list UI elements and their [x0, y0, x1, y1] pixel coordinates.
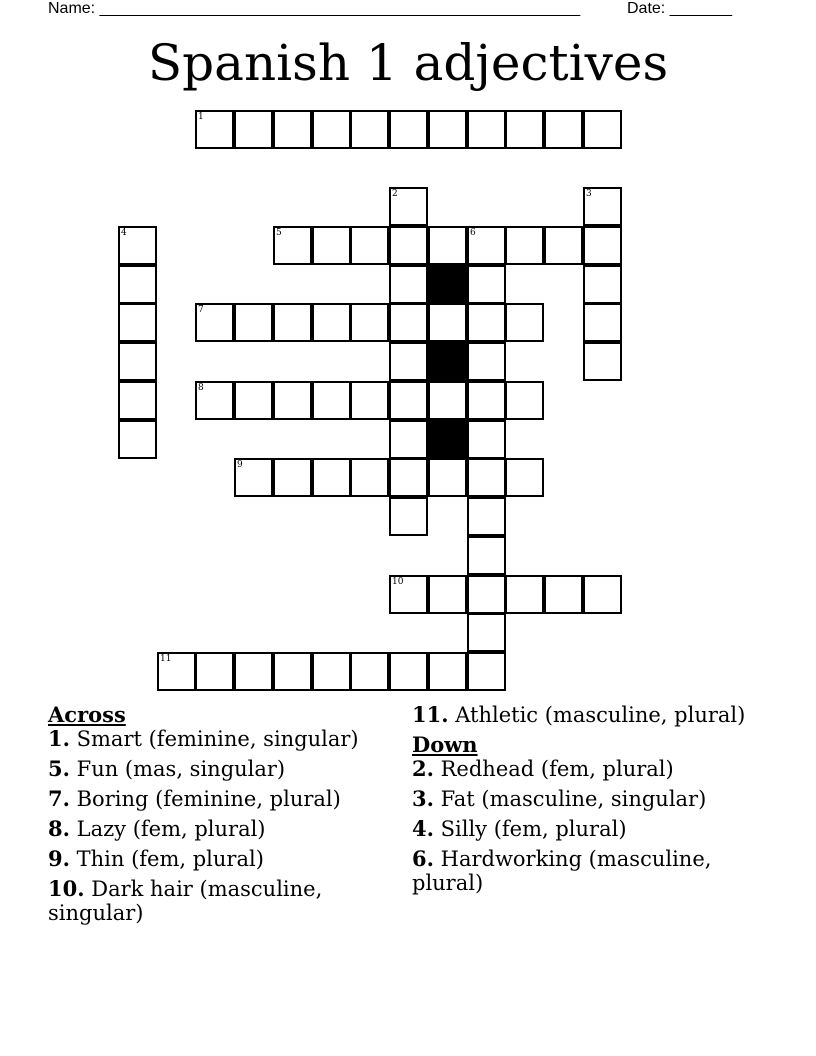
crossword-cell[interactable]	[312, 381, 351, 420]
down-clue	[412, 787, 762, 811]
crossword-cell[interactable]	[389, 187, 428, 226]
clue-text: Thin (fem, plural)	[76, 847, 264, 871]
crossword-cell[interactable]	[234, 381, 273, 420]
clue-text: Dark hair (masculine, singular)	[48, 877, 323, 925]
crossword-cell[interactable]	[389, 652, 428, 691]
clue-number: 3.	[412, 786, 434, 811]
crossword-cell[interactable]	[350, 303, 389, 342]
across-clue	[48, 727, 398, 751]
crossword-cell[interactable]	[118, 420, 157, 459]
crossword-cell[interactable]	[505, 110, 544, 149]
crossword-cell[interactable]	[234, 458, 273, 497]
crossword-cell[interactable]	[273, 110, 312, 149]
crossword-cell[interactable]	[118, 381, 157, 420]
clue-text: Lazy (fem, plural)	[76, 817, 266, 841]
across-clue	[48, 787, 398, 811]
across-clue	[48, 817, 398, 841]
across-heading: Across	[48, 702, 126, 727]
crossword-cell[interactable]	[234, 303, 273, 342]
crossword-cell[interactable]	[467, 458, 506, 497]
crossword-cell[interactable]	[583, 342, 622, 381]
crossword-cell[interactable]	[273, 303, 312, 342]
crossword-cell[interactable]	[118, 226, 157, 265]
clue-number: 2.	[412, 756, 434, 781]
crossword-cell[interactable]	[467, 265, 506, 304]
crossword-block	[428, 420, 467, 459]
crossword-cell[interactable]	[544, 110, 583, 149]
down-clue	[412, 817, 762, 841]
crossword-cell[interactable]	[312, 303, 351, 342]
name-field-label: Name: ______________________________________________________	[48, 0, 581, 17]
crossword-cell[interactable]	[312, 652, 351, 691]
crossword-cell[interactable]	[389, 458, 428, 497]
crossword-cell[interactable]	[195, 381, 234, 420]
crossword-cell[interactable]	[389, 497, 428, 536]
clue-number-label: 2	[392, 189, 398, 199]
across-clue	[48, 877, 398, 925]
crossword-block	[428, 265, 467, 304]
clue-number: 4.	[412, 816, 434, 841]
crossword-cell[interactable]	[118, 265, 157, 304]
crossword-cell[interactable]	[505, 575, 544, 614]
clue-number-label: 10	[392, 577, 404, 587]
crossword-cell[interactable]	[505, 226, 544, 265]
clue-number-label: 3	[586, 189, 592, 199]
crossword-cell[interactable]	[195, 652, 234, 691]
crossword-cell[interactable]	[195, 110, 234, 149]
crossword-cell[interactable]	[467, 226, 506, 265]
crossword-cell[interactable]	[467, 303, 506, 342]
clue-number: 1.	[48, 726, 70, 751]
clue-text: Fat (masculine, singular)	[440, 787, 707, 811]
crossword-cell[interactable]	[428, 458, 467, 497]
crossword-cell[interactable]	[350, 110, 389, 149]
crossword-cell[interactable]	[505, 458, 544, 497]
crossword-cell[interactable]	[467, 381, 506, 420]
clue-number-label: 9	[237, 460, 243, 470]
down-heading: Down	[412, 732, 478, 757]
crossword-cell[interactable]	[505, 303, 544, 342]
crossword-cell[interactable]	[312, 458, 351, 497]
crossword-cell[interactable]	[505, 381, 544, 420]
down-clue	[412, 757, 762, 781]
crossword-cell[interactable]	[350, 652, 389, 691]
crossword-cell[interactable]	[389, 226, 428, 265]
crossword-cell[interactable]	[583, 265, 622, 304]
clue-number: 8.	[48, 816, 70, 841]
clue-text: Redhead (fem, plural)	[440, 757, 674, 781]
clue-text: Silly (fem, plural)	[440, 817, 627, 841]
clue-number-label: 5	[276, 228, 282, 238]
crossword-cell[interactable]	[467, 652, 506, 691]
clue-number: 9.	[48, 846, 70, 871]
clue-number-label: 6	[470, 228, 476, 238]
crossword-cell[interactable]	[157, 652, 196, 691]
crossword-cell[interactable]	[583, 110, 622, 149]
crossword-cell[interactable]	[583, 575, 622, 614]
date-field-label: Date: _______	[627, 0, 732, 17]
clue-number: 5.	[48, 756, 70, 781]
crossword-cell[interactable]	[312, 110, 351, 149]
crossword-cell[interactable]	[583, 187, 622, 226]
crossword-cell[interactable]	[234, 652, 273, 691]
crossword-cell[interactable]	[389, 575, 428, 614]
page-title: Spanish 1 adjectives	[147, 34, 669, 92]
clue-text: Athletic (masculine, plural)	[455, 703, 746, 727]
crossword-cell[interactable]	[389, 110, 428, 149]
crossword-cell[interactable]	[467, 110, 506, 149]
across-clue	[412, 703, 762, 727]
clue-number: 11.	[412, 702, 449, 727]
across-clue	[48, 847, 398, 871]
crossword-cell[interactable]	[544, 226, 583, 265]
crossword-cell[interactable]	[428, 652, 467, 691]
crossword-cell[interactable]	[428, 381, 467, 420]
crossword-cell[interactable]	[544, 575, 583, 614]
down-clue	[412, 847, 762, 895]
crossword-cell[interactable]	[118, 342, 157, 381]
crossword-cell[interactable]	[350, 458, 389, 497]
crossword-cell[interactable]	[195, 303, 234, 342]
crossword-cell[interactable]	[583, 303, 622, 342]
crossword-cell[interactable]	[428, 575, 467, 614]
crossword-cell[interactable]	[273, 381, 312, 420]
crossword-cell[interactable]	[467, 420, 506, 459]
crossword-cell[interactable]	[428, 226, 467, 265]
crossword-cell[interactable]	[273, 226, 312, 265]
clue-text: Smart (feminine, singular)	[76, 727, 359, 751]
crossword-cell[interactable]	[467, 536, 506, 575]
crossword-cell[interactable]	[273, 458, 312, 497]
clue-number-label: 7	[198, 305, 204, 315]
clue-number: 10.	[48, 876, 85, 901]
clue-number: 6.	[412, 846, 434, 871]
crossword-cell[interactable]	[389, 381, 428, 420]
clue-number-label: 11	[160, 654, 172, 664]
crossword-cell[interactable]	[389, 420, 428, 459]
crossword-cell[interactable]	[312, 226, 351, 265]
crossword-cell[interactable]	[118, 303, 157, 342]
crossword-cell[interactable]	[350, 226, 389, 265]
clues-left-column	[48, 703, 398, 931]
crossword-cell[interactable]	[234, 110, 273, 149]
across-clue	[48, 757, 398, 781]
clue-number-label: 1	[198, 112, 204, 122]
crossword-cell[interactable]	[428, 303, 467, 342]
crossword-block	[428, 342, 467, 381]
clue-text: Hardworking (masculine, plural)	[412, 847, 712, 895]
clue-text: Fun (mas, singular)	[76, 757, 286, 781]
crossword-cell[interactable]	[467, 342, 506, 381]
crossword-cell[interactable]	[350, 381, 389, 420]
crossword-cell[interactable]	[389, 265, 428, 304]
crossword-cell[interactable]	[389, 303, 428, 342]
crossword-cell[interactable]	[428, 110, 467, 149]
clue-number-label: 8	[198, 383, 204, 393]
crossword-cell[interactable]	[389, 342, 428, 381]
clue-number: 7.	[48, 786, 70, 811]
crossword-cell[interactable]	[467, 497, 506, 536]
clue-number-label: 4	[121, 228, 127, 238]
crossword-cell[interactable]	[467, 613, 506, 652]
clues-right-column	[412, 703, 762, 901]
crossword-cell[interactable]	[583, 226, 622, 265]
crossword-cell[interactable]	[467, 575, 506, 614]
clue-text: Boring (feminine, plural)	[76, 787, 341, 811]
crossword-cell[interactable]	[273, 652, 312, 691]
